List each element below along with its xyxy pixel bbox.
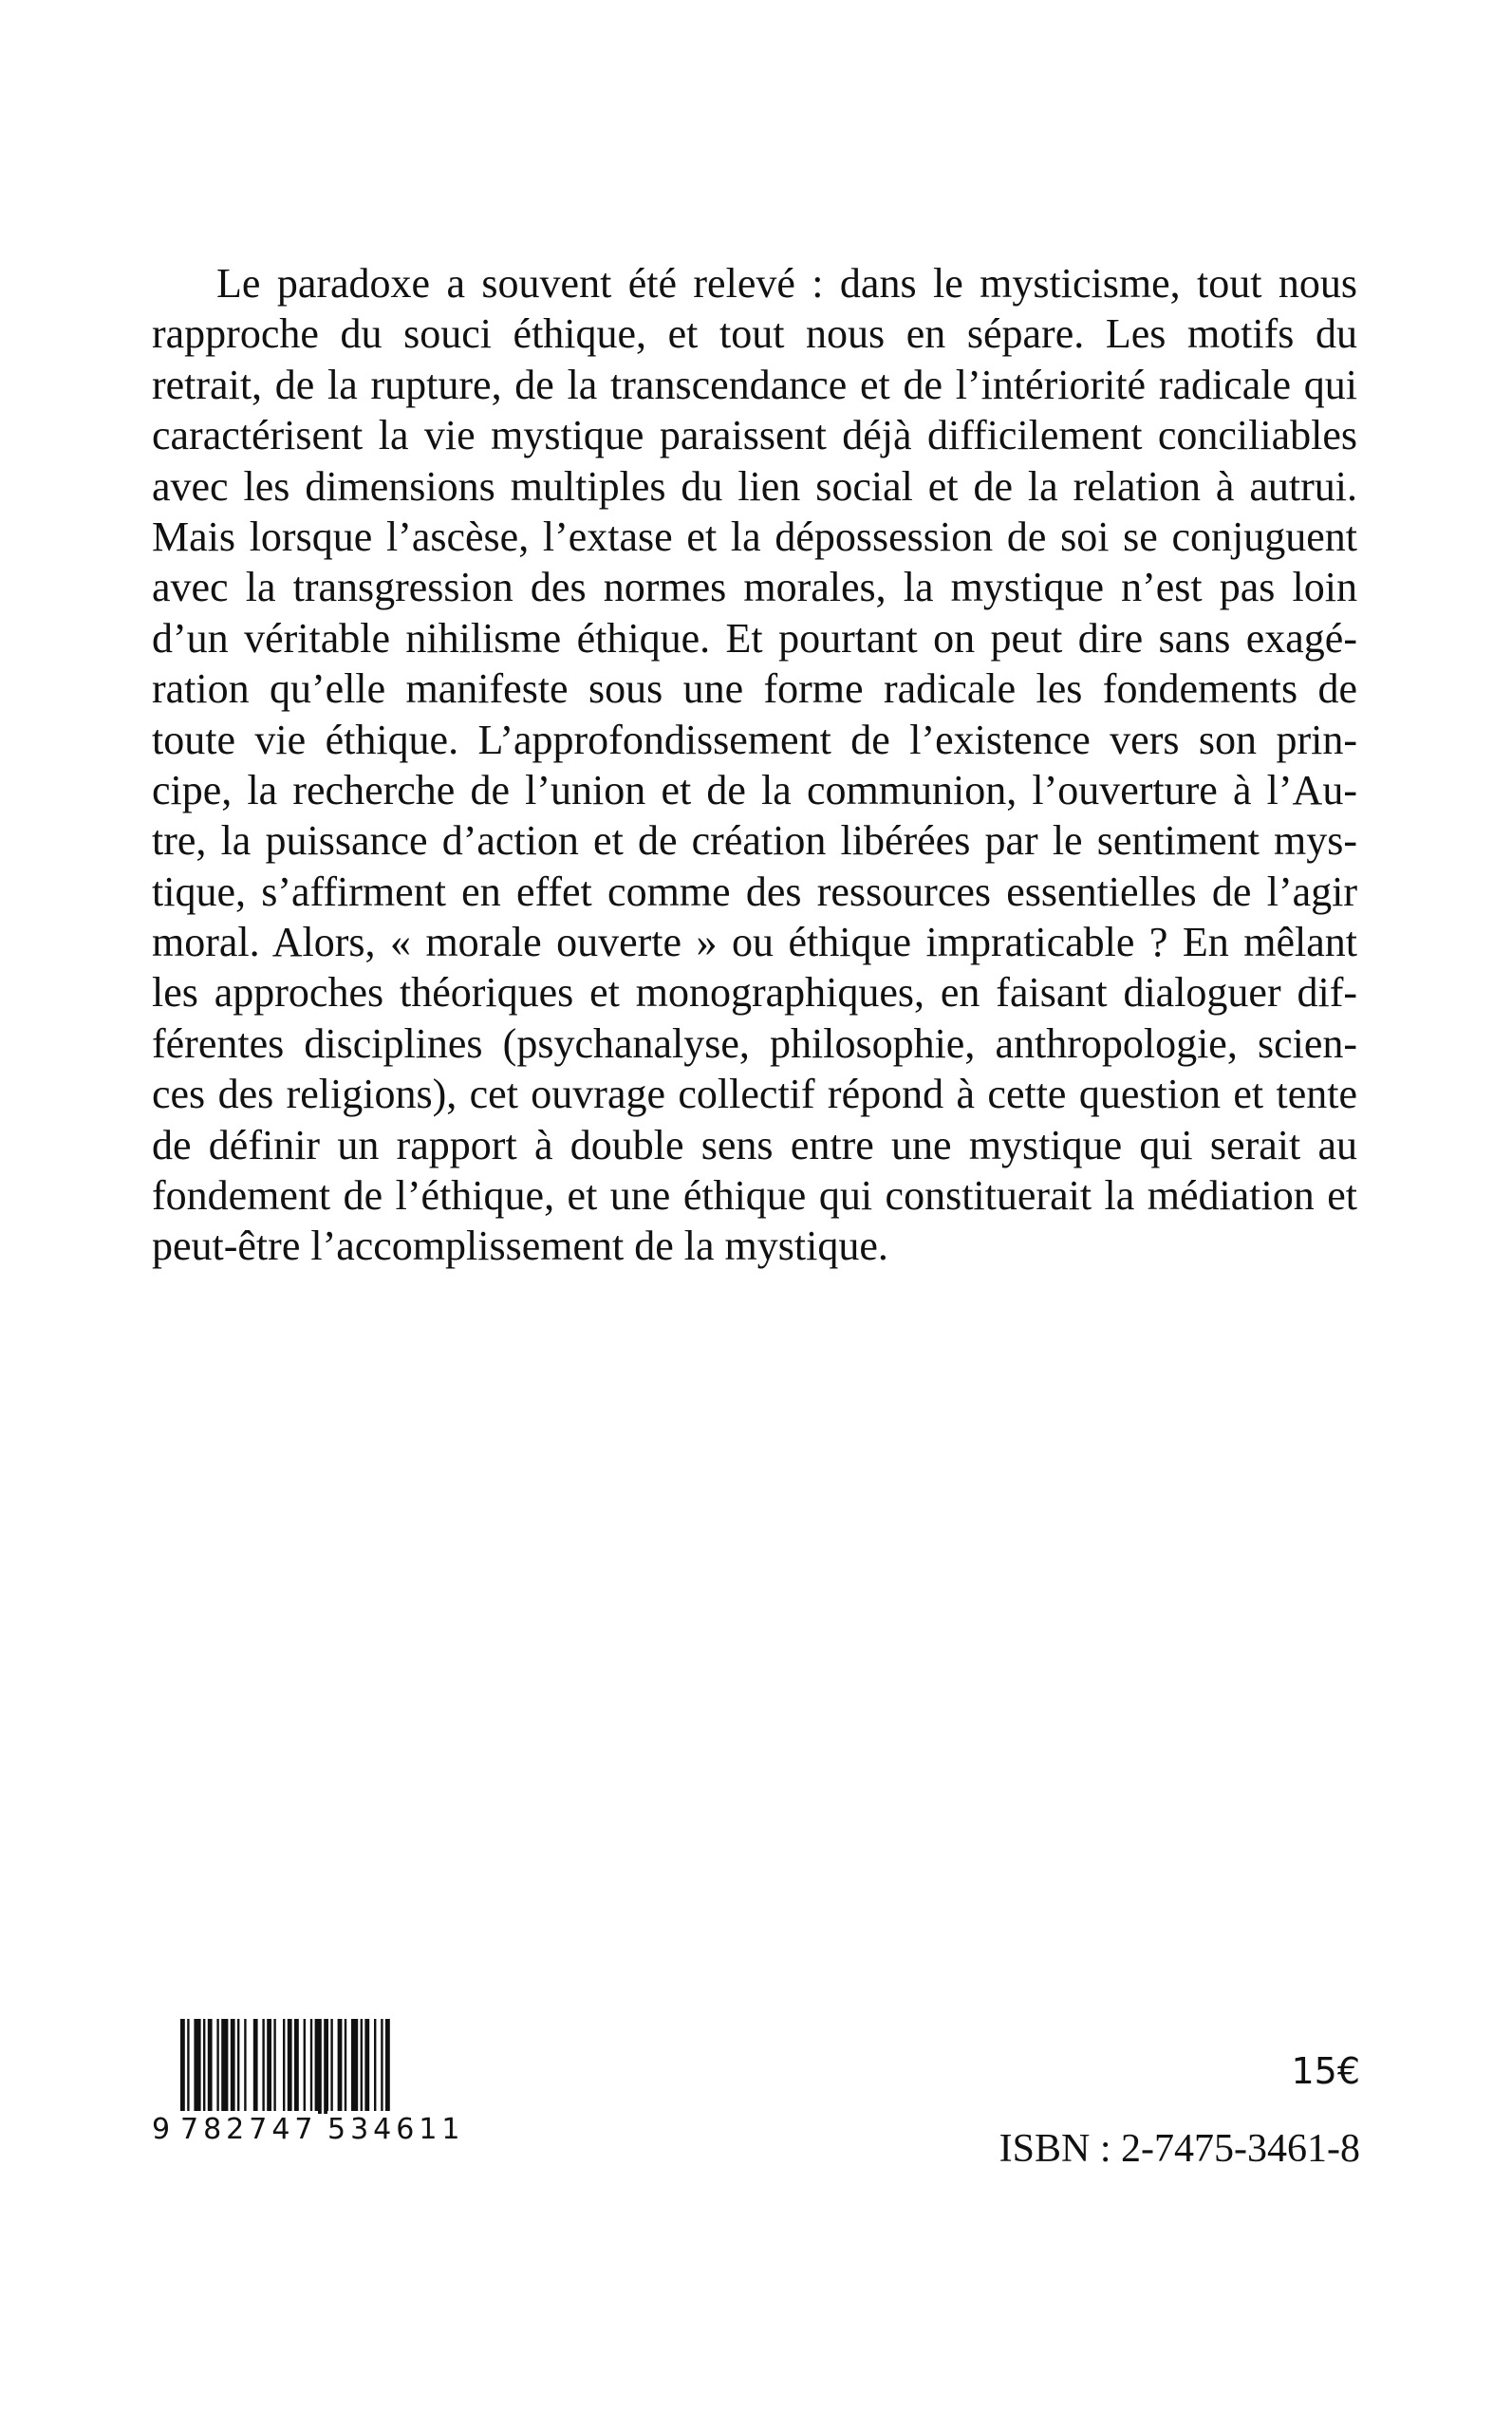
blurb-line: Le paradoxe a souvent été relevé : dans le mysticisme, tout nous [216, 260, 1357, 307]
barcode-bar [310, 2019, 312, 2114]
barcode-bar [244, 2019, 246, 2114]
barcode-bar [304, 2019, 306, 2114]
blurb-line: ration qu’elle manifeste sous une forme radicale les fondements de [152, 665, 1357, 713]
blurb-line: de définir un rapport à double sens entre une mystique qui serait au [152, 1121, 1357, 1168]
barcode-bar [315, 2019, 322, 2114]
barcode-bar [216, 2019, 218, 2114]
barcode-bar [345, 2019, 346, 2114]
barcode-bar [194, 2019, 200, 2114]
blurb-line: peut-être l’accomplissement de la mystique. [152, 1223, 888, 1270]
blurb-line: avec la transgression des normes morales, la mystique n’est pas loin [152, 564, 1357, 611]
barcode-digits-right: 534611 [327, 2111, 465, 2149]
blurb-line: toute vie éthique. L’approfondissement de l’existence vers son prin- [152, 716, 1357, 763]
barcode-bar [273, 2019, 275, 2114]
barcode-bar [330, 2019, 332, 2114]
barcode-bar [237, 2019, 239, 2114]
blurb-line: rapproche du souci éthique, et tout nous en sépare. Les motifs du [152, 310, 1357, 358]
blurb-line: tre, la puissance d’action et de création libérées par le sentiment mys- [152, 817, 1357, 865]
blurb-line: cipe, la recherche de l’union et de la communion, l’ouverture à l’Au- [152, 766, 1357, 813]
barcode-bar [374, 2019, 376, 2114]
barcode [152, 2019, 475, 2152]
blurb-line: d’un véritable nihilisme éthique. Et pourtant on peut dire sans exagé- [152, 614, 1357, 662]
barcode-bar [324, 2019, 328, 2114]
blurb-line: férentes disciplines (psychanalyse, philosophie, anthropologie, scien- [152, 1019, 1357, 1067]
blurb-line: les approches théoriques et monographiques, en faisant dialoguer dif- [152, 969, 1357, 1017]
barcode-bar [267, 2019, 271, 2114]
blurb-line: fondement de l’éthique, et une éthique qui constituerait la médiation et [152, 1172, 1357, 1220]
barcode-bar [221, 2019, 228, 2114]
barcode-bar [208, 2019, 213, 2114]
blurb-line: avec les dimensions multiples du lien social et de la relation à autrui. [152, 462, 1357, 510]
barcode-bar [253, 2019, 258, 2114]
barcode-bar [361, 2019, 363, 2114]
barcode-bar [203, 2019, 205, 2114]
back-cover-blurb [152, 258, 1357, 1272]
blurb-line: ces des religions), cet ouvrage collectif répond à cette question et tente [152, 1071, 1357, 1118]
blurb-line: retrait, de la rupture, de la transcendance et de l’intériorité radicale qui [152, 361, 1357, 408]
barcode-bar [231, 2019, 235, 2114]
blurb-line: Mais lorsque l’ascèse, l’extase et la dépossession de soi se conjuguent [152, 513, 1357, 560]
blurb-line: moral. Alors, « morale ouverte » ou éthique impraticable ? En mêlant [152, 919, 1357, 966]
barcode-bar [294, 2019, 299, 2114]
blurb-line: caractérisent la vie mystique paraissent déjà difficilement conciliables [152, 412, 1357, 459]
price-label: 15€ [1291, 2050, 1360, 2092]
barcode-bar [351, 2019, 358, 2114]
barcode-bar [364, 2019, 369, 2114]
blurb-line: tique, s’affirment en effet comme des ressources essentielles de l’agir [152, 868, 1357, 915]
barcode-digits [152, 2111, 475, 2149]
barcode-bar [262, 2019, 264, 2114]
barcode-digit-first: 9 [152, 2111, 170, 2149]
isbn-label: ISBN : 2-7475-3461-8 [999, 2127, 1360, 2171]
barcode-bar [338, 2019, 343, 2114]
barcode-digits-left: 782747 [180, 2111, 318, 2149]
